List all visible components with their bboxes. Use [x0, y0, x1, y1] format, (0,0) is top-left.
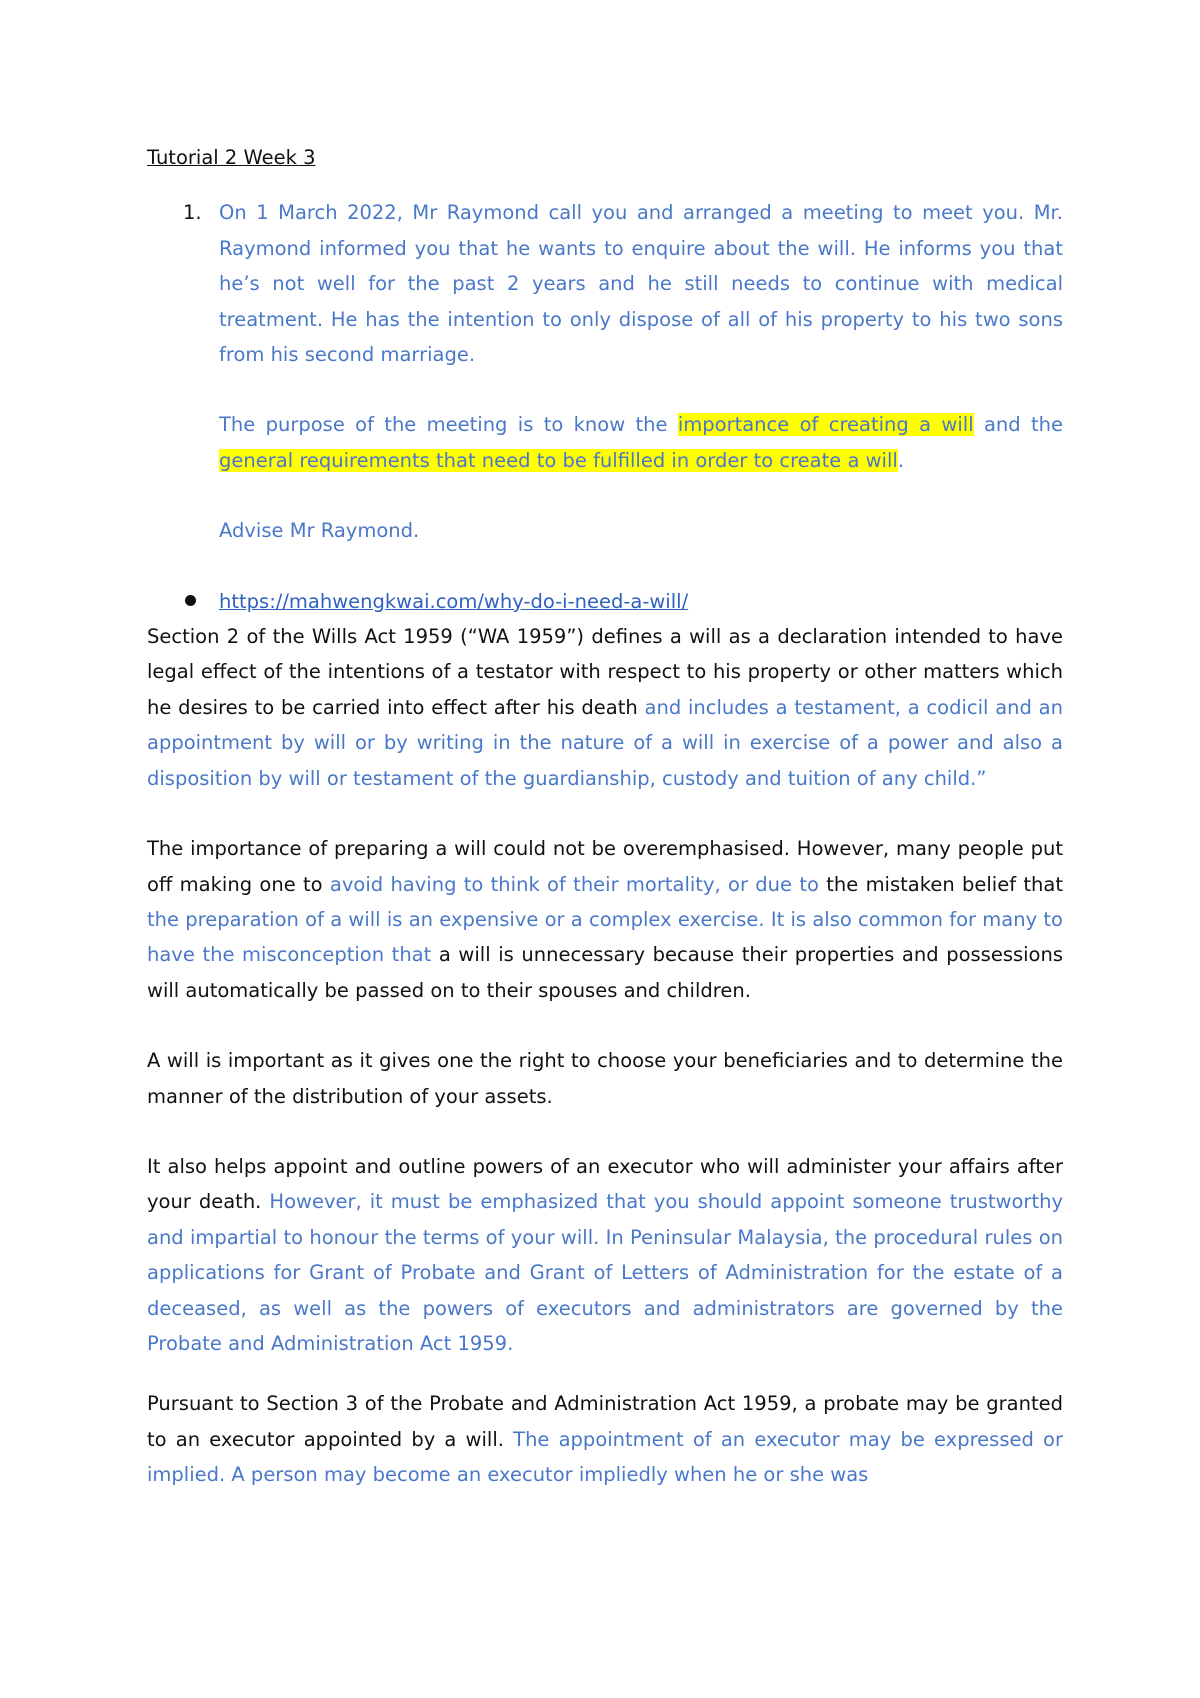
- answer-paragraph-definition: [147, 619, 1063, 796]
- probate-text-a: Pursuant to Section 3 of the Probate and Administration Act 1959, a probate may be granted to an executor appointed by a will.: [147, 1392, 1063, 1451]
- bullet-icon: [185, 595, 196, 606]
- question-instruction: Advise Mr Raymond.: [219, 519, 420, 543]
- importance-text-c: the mistaken belief that: [818, 872, 1064, 896]
- document-page: [147, 140, 1063, 1493]
- definition-text: Section 2 of the Wills Act 1959 (“WA 1959”) defines a will as a declaration intended to have legal effect of the intentions of a testator with respect to his property or other matters which he desires to be carried into effect after his death: [147, 625, 1063, 719]
- reference-link[interactable]: https://mahwengkwai.com/why-do-i-need-a-will/: [219, 589, 689, 613]
- importance-text-d: the preparation of a will is an expensive or a complex exercise. It is also common for many to have the misconception that: [147, 907, 1063, 967]
- importance-text-e: a will is unnecessary because their properties and possessions will automatically be passed on to their spouses and children.: [147, 943, 1064, 1002]
- answer-paragraph-probate: [147, 1386, 1063, 1492]
- probate-text-b: The appointment of an executor may be expressed or implied. A person may become an executor impliedly when he or she was: [147, 1427, 1063, 1487]
- question-paragraph-purpose: [219, 407, 1063, 478]
- answer-paragraph-beneficiaries: A will is important as it gives one the right to choose your beneficiaries and to determine the manner of the distribution of your assets.: [147, 1049, 1063, 1108]
- definition-text-blue: and includes a testament, a codicil and an appointment by will or by writing in the nature of a will in exercise of a power and also a disposition by will or testament of the guardianship, custody and tuition of any child.”: [147, 695, 1063, 790]
- purpose-text-c: .: [897, 448, 904, 472]
- purpose-text-a: The purpose of the meeting is to know the: [219, 413, 678, 437]
- question-paragraph-facts: On 1 March 2022, Mr Raymond call you and arranged a meeting to meet you. Mr. Raymond informed you that he wants to enquire about the will. He informs you that he’s not well for the past 2 years and he still needs to continue with medical treatment. He has the intention to only dispose of all of his property to his two sons from his second marriage.: [219, 201, 1063, 367]
- question-number: 1.: [183, 201, 202, 225]
- question-item: [147, 195, 1063, 548]
- answer-paragraph-importance: [147, 831, 1063, 1008]
- link-list-item: [147, 584, 1063, 619]
- purpose-text-b: and the: [973, 413, 1063, 437]
- highlight-importance: importance of creating a will: [677, 413, 974, 437]
- document-title: Tutorial 2 Week 3: [147, 146, 316, 169]
- answer-paragraph-executor: [147, 1149, 1063, 1361]
- importance-text-a: The importance of preparing a will could not be overemphasised. However, many people put off making one to: [147, 837, 1063, 896]
- highlight-requirements: general requirements that need to be fulfilled in order to create a will: [219, 448, 898, 472]
- executor-text-a: It also helps appoint and outline powers of an executor who will administer your affairs after your death.: [147, 1154, 1063, 1214]
- importance-text-b: avoid having to think of their mortality, or due to: [329, 872, 819, 896]
- executor-text-b: However, it must be emphasized that you should appoint someone trustworthy and impartial to honour the terms of your will. In Peninsular Malaysia, the procedural rules on applications for Grant of Probate and Grant of Letters of Administration for the estate of a deceased, as well as the powers of executors and administrators are governed by the Probate and Administration Act 1959.: [147, 1190, 1063, 1355]
